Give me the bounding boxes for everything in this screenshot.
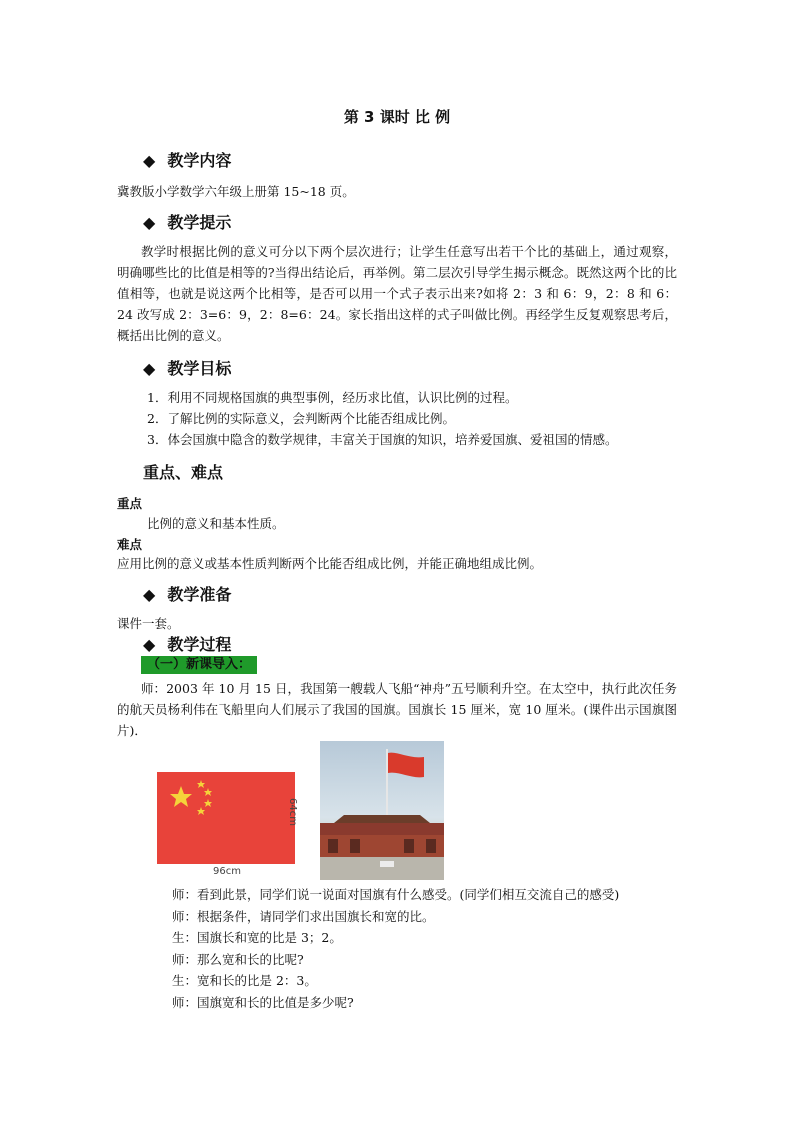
difficulty-label: 难点 <box>117 537 143 552</box>
heading-goals: ◆ 教学目标 <box>143 359 232 378</box>
content-text: 冀教版小学数学六年级上册第 15~18 页。 <box>117 184 355 199</box>
national-flag-image <box>157 772 295 864</box>
tiananmen-flag-photo <box>320 741 444 880</box>
heading-keypoints: 重点、难点 <box>143 463 224 482</box>
difficulty-text: 应用比例的意义或基本性质判断两个比能否组成比例，并能正确地组成比例。 <box>117 556 543 571</box>
step-highlight-label: （一）新课导入： <box>141 656 257 674</box>
list-item: 1．利用不同规格国旗的典型事例，经历求比值，认识比例的过程。 <box>147 390 518 405</box>
flag-width-label: 96cm <box>213 866 241 877</box>
dialog-line: 师：看到此景，同学们说一说面对国旗有什么感受。(同学们相互交流自己的感受) <box>172 887 620 902</box>
heading-process: ◆ 教学过程 <box>143 635 232 654</box>
diamond-bullet-icon: ◆ <box>143 151 156 170</box>
list-item: 2．了解比例的实际意义，会判断两个比能否组成比例。 <box>147 411 455 426</box>
goals-list <box>147 387 687 450</box>
list-item: 3．体会国旗中隐含的数学规律，丰富关于国旗的知识，培养爱国旗、爱祖国的情感。 <box>147 432 618 447</box>
heading-prep: ◆ 教学准备 <box>143 585 232 604</box>
flag-figure <box>155 768 320 878</box>
dialog-line: 师：根据条件，请同学们求出国旗长和宽的比。 <box>172 908 435 924</box>
flag-stars-icon <box>157 772 295 864</box>
diamond-bullet-icon: ◆ <box>143 359 156 378</box>
dialog-line: 师：那么宽和长的比呢? <box>172 951 304 967</box>
flag-height-label: 64cm <box>287 798 298 826</box>
key-text: 比例的意义和基本性质。 <box>147 516 285 531</box>
dialog-list <box>172 884 692 1013</box>
diamond-bullet-icon: ◆ <box>143 213 156 232</box>
diamond-bullet-icon: ◆ <box>143 635 156 654</box>
lesson-title: 第 3 课时 比 例 <box>343 108 451 126</box>
key-label: 重点 <box>117 496 143 511</box>
dialog-line: 生：国旗长和宽的比是 3；2。 <box>172 930 342 945</box>
dialog-line: 生：宽和长的比是 2：3。 <box>172 973 317 988</box>
intro-paragraph: 师：2003 年 10 月 15 日，我国第一艘载人飞船“神舟”五号顺利升空。在太空中，执行此次任务的航天员杨利伟在飞船里向人们展示了我国的国旗。国旗长 15 厘米，宽 10 厘米。(课件出示国旗图片)． <box>117 681 677 738</box>
heading-content: ◆ 教学内容 <box>143 151 232 170</box>
tiananmen-scene-icon <box>320 741 444 880</box>
diamond-bullet-icon: ◆ <box>143 585 156 604</box>
dialog-line: 师：国旗宽和长的比值是多少呢? <box>172 994 354 1010</box>
hints-paragraph: 教学时根据比例的意义可分以下两个层次进行；让学生任意写出若干个比的基础上，通过观察，明确哪些比的比值是相等的?当得出结论后，再举例。第二层次引导学生揭示概念。既然这两个比的比值相等，也就是说这两个比相等，是否可以用一个式子表示出来?如将 2：3 和 6：9，2：8 和 6：24 改写成 2：3=6：9，2：8=6：24。家长指出这样的式子叫做比例。再经学生反复观察思考后，概括出比例的意义。 <box>117 244 677 343</box>
prep-text: 课件一套。 <box>117 616 180 631</box>
heading-hints: ◆ 教学提示 <box>143 213 232 232</box>
